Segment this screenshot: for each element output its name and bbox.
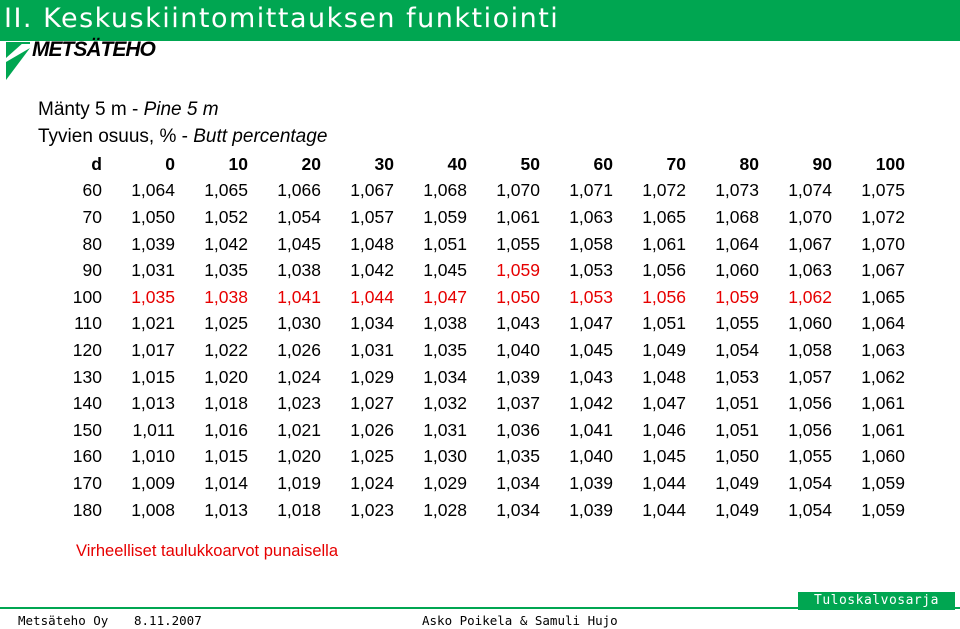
table-row: [28, 257, 905, 284]
table-cell: 1,025: [204, 313, 248, 334]
table-cell: 1,035: [423, 339, 467, 360]
table-cell: 1,059: [496, 260, 540, 281]
table-cell: 1,040: [496, 339, 540, 360]
table-cell: 1,034: [423, 366, 467, 387]
slide-title: II. Keskuskiintomittauksen funktiointi: [4, 3, 560, 34]
table-cell: 1,029: [423, 472, 467, 493]
table-cell: 1,072: [861, 206, 905, 227]
table-cell: 1,064: [715, 233, 759, 254]
table-cell: 1,068: [423, 180, 467, 201]
table-cell: 1,071: [569, 180, 613, 201]
table-cell: 1,044: [350, 286, 394, 307]
row-header-d: 70: [82, 206, 102, 227]
table-cell: 1,061: [861, 393, 905, 414]
table-cell: 1,047: [642, 393, 686, 414]
table-cell: 1,045: [569, 339, 613, 360]
table-cell: 1,016: [204, 419, 248, 440]
error-note: Virheelliset taulukkoarvot punaisella: [76, 542, 339, 560]
table-cell: 1,018: [204, 393, 248, 414]
table-cell: 1,018: [277, 499, 321, 520]
table-cell: 1,027: [350, 393, 394, 414]
table-cell: 1,049: [715, 472, 759, 493]
table-cell: 1,048: [350, 233, 394, 254]
table-cell: 1,025: [350, 446, 394, 467]
table-cell: 1,042: [350, 260, 394, 281]
table-cell: 1,011: [132, 419, 175, 440]
table-cell: 1,009: [131, 472, 175, 493]
footer-badge-text: Tuloskalvosarja: [814, 593, 939, 608]
table-cell: 1,034: [496, 472, 540, 493]
table-cell: 1,055: [715, 313, 759, 334]
table-cell: 1,063: [861, 339, 905, 360]
butt-percentage-label-en: Butt percentage: [193, 126, 328, 147]
table-cell: 1,039: [569, 499, 613, 520]
table-cell: 1,013: [204, 499, 248, 520]
table-cell: 1,054: [788, 499, 832, 520]
table-body: [28, 178, 905, 524]
table-cell: 1,066: [277, 180, 321, 201]
table-cell: 1,039: [496, 366, 540, 387]
table-cell: 1,047: [569, 313, 613, 334]
table-cell: 1,028: [423, 499, 467, 520]
table-cell: 1,015: [131, 366, 175, 387]
table-cell: 1,014: [204, 472, 248, 493]
column-header-20: 20: [301, 153, 321, 174]
table-cell: 1,031: [423, 419, 467, 440]
row-header-d: 130: [72, 366, 102, 387]
table-cell: 1,054: [788, 472, 832, 493]
column-header-d: d: [91, 153, 102, 174]
table-cell: 1,034: [350, 313, 394, 334]
table-cell: 1,067: [350, 180, 394, 201]
table-row: [28, 390, 905, 417]
table-cell: 1,060: [715, 260, 759, 281]
row-header-d: 170: [72, 472, 102, 493]
table-cell: 1,050: [496, 286, 540, 307]
table-row: [28, 311, 905, 338]
row-header-d: 160: [72, 446, 102, 467]
table-cell: 1,038: [277, 260, 321, 281]
table-cell: 1,021: [131, 313, 175, 334]
table-cell: 1,058: [569, 233, 613, 254]
table-cell: 1,030: [277, 313, 321, 334]
table-cell: 1,042: [204, 233, 248, 254]
table-row: [28, 497, 905, 524]
species-label-en: Pine 5 m: [143, 99, 219, 120]
table-cell: 1,039: [569, 472, 613, 493]
table-cell: 1,032: [423, 393, 467, 414]
table-cell: 1,053: [569, 286, 613, 307]
table-cell: 1,065: [204, 180, 248, 201]
row-header-d: 90: [82, 260, 102, 281]
table-cell: 1,061: [861, 419, 905, 440]
table-cell: 1,043: [569, 366, 613, 387]
butt-percentage-label: [38, 126, 327, 148]
table-cell: 1,055: [788, 446, 832, 467]
table-cell: 1,042: [569, 393, 613, 414]
table-cell: 1,023: [350, 499, 394, 520]
table-cell: 1,060: [861, 446, 905, 467]
column-header-60: 60: [593, 153, 613, 174]
table-cell: 1,047: [423, 286, 467, 307]
table-cell: 1,075: [861, 180, 905, 201]
table-cell: 1,067: [861, 260, 905, 281]
species-label-fi: Mänty 5 m -: [38, 99, 144, 120]
table-cell: 1,070: [861, 233, 905, 254]
table-cell: 1,037: [496, 393, 540, 414]
footer-authors: Asko Poikela & Samuli Hujo: [422, 613, 618, 628]
table-cell: 1,045: [423, 260, 467, 281]
table-cell: 1,053: [569, 260, 613, 281]
table-cell: 1,026: [277, 339, 321, 360]
table-cell: 1,010: [131, 446, 175, 467]
table-cell: 1,056: [642, 260, 686, 281]
table-cell: 1,051: [715, 393, 759, 414]
table-cell: 1,063: [569, 206, 613, 227]
table-cell: 1,023: [277, 393, 321, 414]
row-header-d: 150: [72, 419, 102, 440]
table-cell: 1,049: [642, 339, 686, 360]
table-cell: 1,074: [788, 180, 832, 201]
row-header-d: 110: [74, 313, 102, 334]
table-row: [28, 470, 905, 497]
column-header-40: 40: [447, 153, 467, 174]
table-cell: 1,060: [788, 313, 832, 334]
table-cell: 1,064: [861, 313, 905, 334]
conversion-table: [28, 151, 905, 523]
footer-date: 8.11.2007: [134, 613, 202, 628]
table-cell: 1,015: [204, 446, 248, 467]
table-cell: 1,051: [642, 313, 686, 334]
table-cell: 1,073: [715, 180, 759, 201]
table-cell: 1,035: [496, 446, 540, 467]
table-row: [28, 204, 905, 231]
table-cell: 1,044: [642, 472, 686, 493]
table-cell: 1,021: [277, 419, 321, 440]
table-cell: 1,022: [204, 339, 248, 360]
table-cell: 1,026: [350, 419, 394, 440]
table-cell: 1,048: [642, 366, 686, 387]
table-cell: 1,061: [496, 206, 540, 227]
table-cell: 1,056: [642, 286, 686, 307]
table-cell: 1,062: [861, 366, 905, 387]
table-cell: 1,024: [277, 366, 321, 387]
table-cell: 1,068: [715, 206, 759, 227]
column-header-80: 80: [739, 153, 759, 174]
table-cell: 1,046: [642, 419, 686, 440]
table-cell: 1,059: [423, 206, 467, 227]
table-row: [28, 417, 905, 444]
table-cell: 1,051: [715, 419, 759, 440]
table-cell: 1,041: [569, 419, 613, 440]
table-cell: 1,024: [350, 472, 394, 493]
table-cell: 1,067: [788, 233, 832, 254]
table-cell: 1,017: [131, 339, 175, 360]
footer-org: Metsäteho Oy: [18, 613, 109, 628]
row-header-d: 120: [72, 339, 102, 360]
table-row: [28, 337, 905, 364]
table-row: [28, 444, 905, 471]
table-cell: 1,050: [131, 206, 175, 227]
table-cell: 1,045: [642, 446, 686, 467]
table-cell: 1,061: [642, 233, 686, 254]
table-row: [28, 178, 905, 205]
table-cell: 1,058: [788, 339, 832, 360]
column-header-70: 70: [666, 153, 686, 174]
table-cell: 1,050: [715, 446, 759, 467]
table-header-row: [28, 151, 905, 178]
table-cell: 1,072: [642, 180, 686, 201]
row-header-d: 180: [72, 499, 102, 520]
table-cell: 1,029: [350, 366, 394, 387]
table-cell: 1,052: [204, 206, 248, 227]
row-header-d: 140: [72, 393, 102, 414]
table-cell: 1,045: [277, 233, 321, 254]
table-cell: 1,062: [788, 286, 832, 307]
row-header-d: 80: [82, 233, 102, 254]
column-header-30: 30: [374, 153, 394, 174]
column-header-90: 90: [812, 153, 832, 174]
table-cell: 1,059: [861, 499, 905, 520]
table-cell: 1,070: [788, 206, 832, 227]
table-cell: 1,057: [788, 366, 832, 387]
table-cell: 1,053: [715, 366, 759, 387]
table-cell: 1,031: [131, 260, 175, 281]
table-cell: 1,041: [277, 286, 321, 307]
table-cell: 1,065: [642, 206, 686, 227]
table-cell: 1,059: [715, 286, 759, 307]
row-header-d: 100: [72, 286, 102, 307]
table-cell: 1,020: [204, 366, 248, 387]
species-label: [38, 99, 219, 121]
butt-percentage-label-fi: Tyvien osuus, % -: [38, 126, 194, 147]
table-cell: 1,063: [788, 260, 832, 281]
table-cell: 1,054: [277, 206, 321, 227]
table-cell: 1,019: [277, 472, 321, 493]
column-header-10: 10: [228, 153, 248, 174]
table-cell: 1,030: [423, 446, 467, 467]
table-cell: 1,054: [715, 339, 759, 360]
table-cell: 1,051: [423, 233, 467, 254]
table-cell: 1,035: [204, 260, 248, 281]
column-header-100: 100: [875, 153, 905, 174]
table-cell: 1,008: [131, 499, 175, 520]
table-cell: 1,038: [423, 313, 467, 334]
table-cell: 1,056: [788, 419, 832, 440]
column-header-0: 0: [165, 153, 175, 174]
column-header-50: 50: [520, 153, 540, 174]
table-cell: 1,057: [350, 206, 394, 227]
table-cell: 1,020: [277, 446, 321, 467]
logo-text: METSÄTEHO: [32, 38, 155, 61]
table-cell: 1,056: [788, 393, 832, 414]
table-cell: 1,070: [496, 180, 540, 201]
table-cell: 1,038: [204, 286, 248, 307]
table-row: [28, 364, 905, 391]
table-cell: 1,013: [131, 393, 175, 414]
table-cell: 1,049: [715, 499, 759, 520]
table-cell: 1,040: [569, 446, 613, 467]
table-row: [28, 284, 905, 311]
table-cell: 1,065: [861, 286, 905, 307]
table-row: [28, 231, 905, 258]
row-header-d: 60: [82, 180, 102, 201]
table-cell: 1,059: [861, 472, 905, 493]
table-cell: 1,034: [496, 499, 540, 520]
table-cell: 1,035: [131, 286, 175, 307]
table-cell: 1,055: [496, 233, 540, 254]
table-cell: 1,043: [496, 313, 540, 334]
table-cell: 1,036: [496, 419, 540, 440]
table-cell: 1,031: [350, 339, 394, 360]
table-cell: 1,064: [131, 180, 175, 201]
table-cell: 1,044: [642, 499, 686, 520]
table-cell: 1,039: [131, 233, 175, 254]
